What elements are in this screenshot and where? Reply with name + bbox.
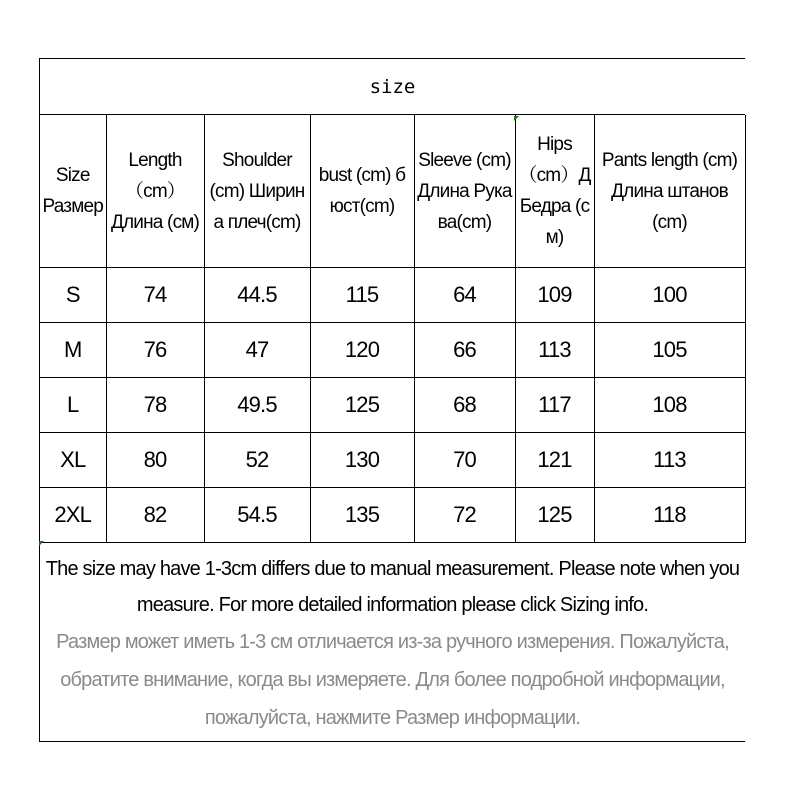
- cell-shoulder: 47: [204, 323, 310, 378]
- cell-size: M: [40, 323, 106, 378]
- cell-length: 82: [106, 488, 204, 543]
- table-row: [40, 323, 745, 378]
- cell-bust: 125: [310, 378, 414, 433]
- cell-size: L: [40, 378, 106, 433]
- cell-size: S: [40, 268, 106, 323]
- table-row: [40, 268, 745, 323]
- cell-pants-length: 100: [594, 268, 745, 323]
- measurement-note: [40, 543, 745, 742]
- cell-size: XL: [40, 433, 106, 488]
- cell-hips: 121: [515, 433, 594, 488]
- cell-sleeve: 64: [414, 268, 515, 323]
- cell-hips: 125: [515, 488, 594, 543]
- header-sleeve: Sleeve (cm) Длина Рука ва(cm): [414, 115, 515, 268]
- header-shoulder: Shoulder (cm) Ширин а плеч(cm): [204, 115, 310, 268]
- cell-length: 76: [106, 323, 204, 378]
- size-chart-title: size: [40, 59, 745, 115]
- cell-sleeve: 68: [414, 378, 515, 433]
- cell-sleeve: 72: [414, 488, 515, 543]
- size-table: [40, 115, 746, 543]
- cell-hips: 117: [515, 378, 594, 433]
- cell-pants-length: 118: [594, 488, 745, 543]
- header-row: [40, 115, 745, 268]
- cell-bust: 115: [310, 268, 414, 323]
- header-length: Length （cm） Длина (см): [106, 115, 204, 268]
- cell-shoulder: 44.5: [204, 268, 310, 323]
- header-pants-length: Pants length (cm) Длина штанов (cm): [594, 115, 745, 268]
- cell-shoulder: 52: [204, 433, 310, 488]
- cell-pants-length: 113: [594, 433, 745, 488]
- note-english: The size may have 1-3cm differs due to manual measurement. Please note when you measure. For more detailed information please click Sizing info.: [45, 558, 740, 616]
- cell-sleeve: 66: [414, 323, 515, 378]
- cell-corner-marker: [39, 541, 44, 546]
- cell-bust: 130: [310, 433, 414, 488]
- header-size: Size Размер: [40, 115, 106, 268]
- cell-shoulder: 49.5: [204, 378, 310, 433]
- cell-hips: 113: [515, 323, 594, 378]
- header-hips: Hips （cm）Д Бедра (с м): [515, 115, 594, 268]
- cell-length: 74: [106, 268, 204, 323]
- table-row: [40, 378, 745, 433]
- cell-corner-marker: [514, 116, 519, 121]
- table-row: [40, 433, 745, 488]
- cell-bust: 120: [310, 323, 414, 378]
- cell-bust: 135: [310, 488, 414, 543]
- header-bust: bust (cm) б юст(cm): [310, 115, 414, 268]
- cell-shoulder: 54.5: [204, 488, 310, 543]
- table-row: [40, 488, 745, 543]
- note-russian: Размер может иметь 1-3 см отличается из-за ручного измерения. Пожалуйста, обратите внимание, когда вы измеряете. Для более подробной информации, пожалуйста, нажмите Размер информации.: [56, 631, 729, 729]
- cell-size: 2XL: [40, 488, 106, 543]
- cell-sleeve: 70: [414, 433, 515, 488]
- cell-hips: 109: [515, 268, 594, 323]
- cell-length: 80: [106, 433, 204, 488]
- cell-length: 78: [106, 378, 204, 433]
- size-chart: [39, 58, 745, 742]
- cell-pants-length: 108: [594, 378, 745, 433]
- cell-pants-length: 105: [594, 323, 745, 378]
